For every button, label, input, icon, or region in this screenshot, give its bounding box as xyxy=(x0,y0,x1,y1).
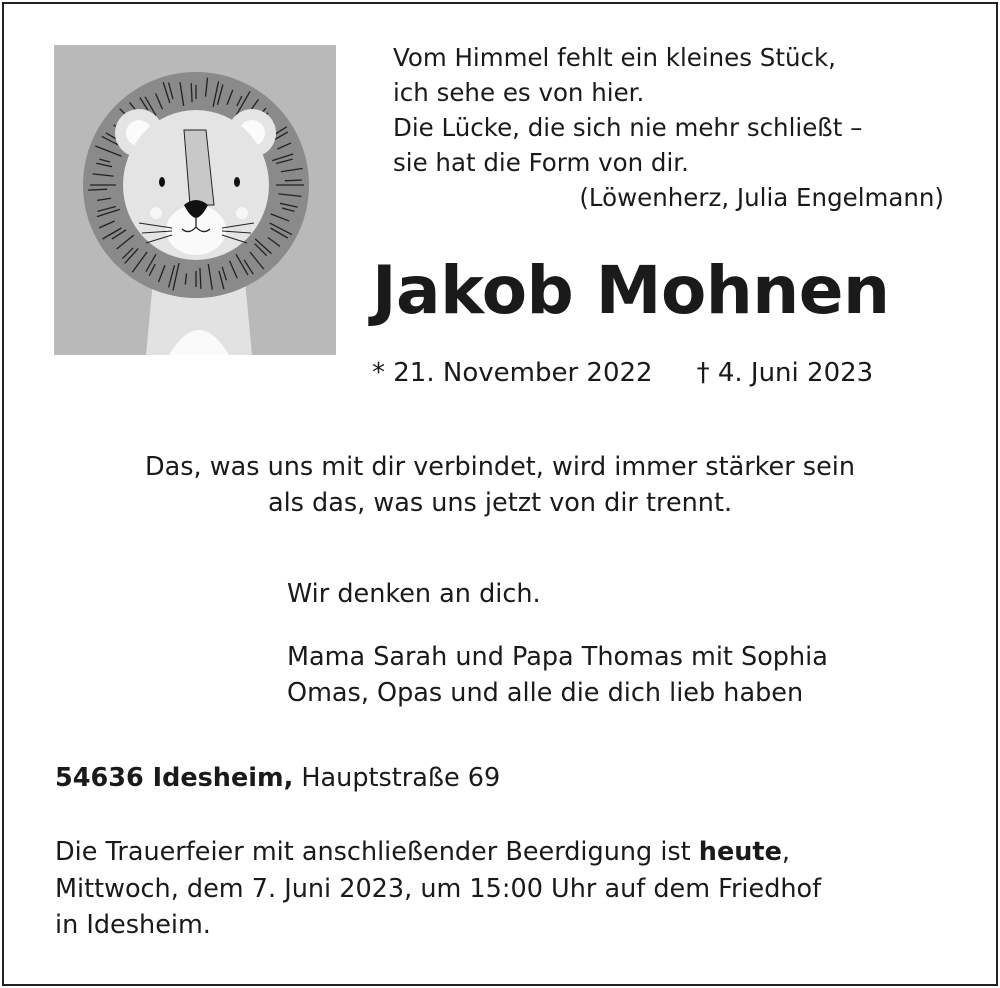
quote-line: als das, was uns jetzt von dir trennt. xyxy=(267,488,733,518)
funeral-notice xyxy=(55,834,821,944)
poem-line: sie hat die Form von dir. xyxy=(393,148,689,177)
life-dates xyxy=(372,358,873,388)
deceased-name: Jakob Mohnen xyxy=(372,252,890,329)
poem xyxy=(393,40,944,215)
mane-stroke xyxy=(88,189,107,190)
quote-line: Das, was uns mit dir verbindet, wird immer stärker sein xyxy=(144,452,856,482)
funeral-line: Mittwoch, dem 7. Juni 2023, um 15:00 Uhr auf dem Friedhof xyxy=(55,873,822,904)
poem-line: Vom Himmel fehlt ein kleines Stück, xyxy=(393,43,836,72)
funeral-text: Die Trauerfeier mit anschließender Beerdigung ist xyxy=(55,837,699,867)
poem-line: Die Lücke, die sich nie mehr schließt – xyxy=(393,113,863,142)
funeral-comma: , xyxy=(781,837,790,867)
poem-source: (Löwenherz, Julia Engelmann) xyxy=(579,183,944,212)
mane-stroke xyxy=(285,180,302,181)
memorial-quote xyxy=(0,449,1000,521)
poem-line: ich sehe es von hier. xyxy=(393,78,645,107)
lion-illustration xyxy=(54,45,336,355)
address-city: 54636 Idesheim, xyxy=(55,763,294,793)
mourners xyxy=(287,639,828,711)
address-street: Hauptstraße 69 xyxy=(301,763,501,793)
mourners-line: Mama Sarah und Papa Thomas mit Sophia xyxy=(287,642,828,672)
mourners-line: Omas, Opas und alle die dich lieb haben xyxy=(287,678,804,708)
birth-date: * 21. November 2022 xyxy=(372,358,653,388)
funeral-line: in Idesheim. xyxy=(55,910,211,940)
death-date: † 4. Juni 2023 xyxy=(696,358,874,388)
address xyxy=(55,763,500,793)
funeral-emphasis: heute xyxy=(698,837,782,867)
mane-stroke xyxy=(191,83,192,102)
remembrance-text: Wir denken an dich. xyxy=(287,579,541,609)
